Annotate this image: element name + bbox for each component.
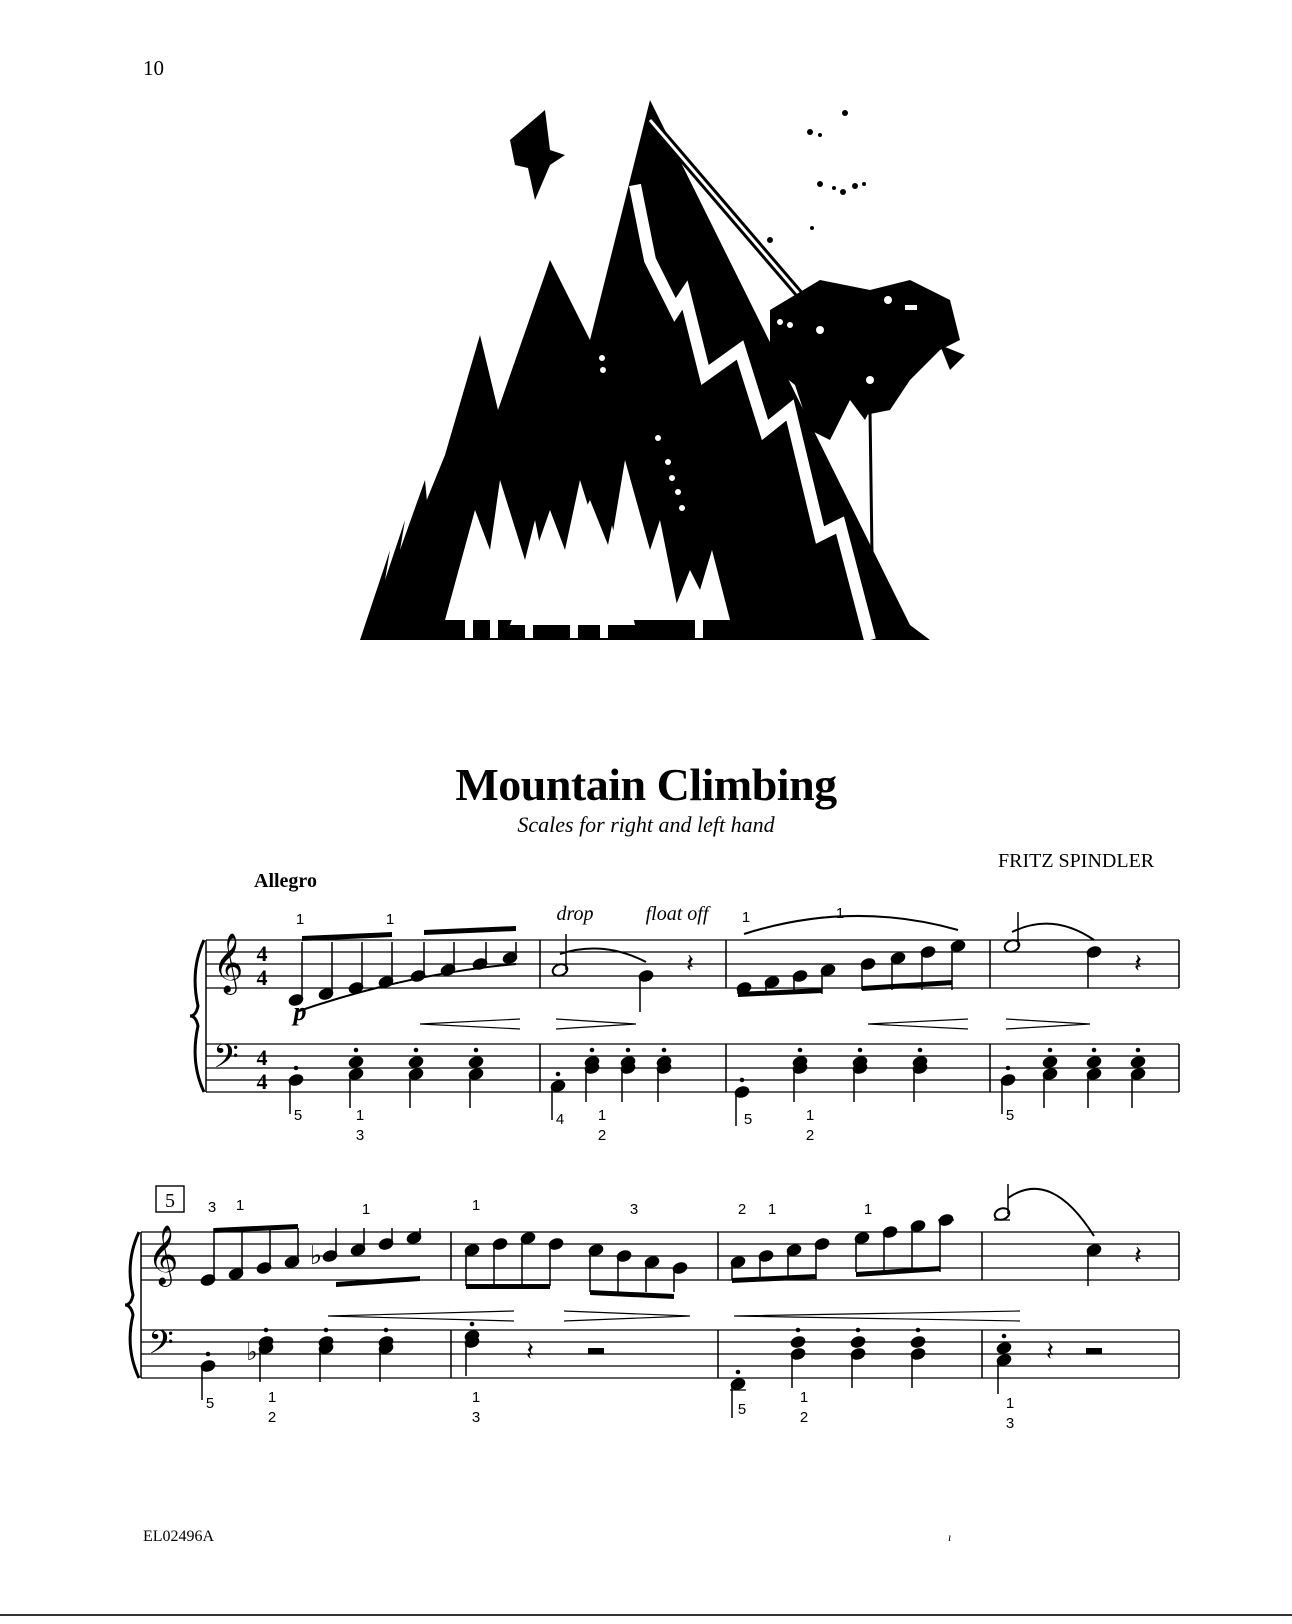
fingering: 4 <box>555 1111 565 1128</box>
fingering: 1 <box>385 911 395 928</box>
beam <box>336 1276 420 1287</box>
dynamic-piano: p <box>293 997 307 1026</box>
staccato-dot <box>556 1072 561 1077</box>
slur <box>560 949 646 962</box>
note-head <box>789 1334 807 1349</box>
treble-clef: 𝄞 <box>147 1227 179 1284</box>
treble-clef: 𝄞 <box>212 935 244 992</box>
staccato-dot <box>740 1078 745 1083</box>
footer-mark: ı <box>948 1530 952 1544</box>
staccato-dot <box>324 1328 329 1333</box>
expression-float-off: float off <box>645 903 709 925</box>
decrescendo-hairpin <box>556 1019 636 1029</box>
fingering: 5 <box>205 1395 215 1412</box>
staccato-dot <box>662 1048 667 1053</box>
staccato-dot <box>384 1328 389 1333</box>
slur <box>1008 1189 1094 1236</box>
fingering: 1 <box>597 1107 607 1124</box>
crescendo-hairpin <box>328 1311 514 1321</box>
fingering: 1 <box>1005 1395 1015 1412</box>
note-head <box>849 1334 867 1349</box>
note-head <box>909 1334 927 1349</box>
time-signature-bottom: 4 <box>256 1069 268 1094</box>
fingering: 1 <box>767 1201 777 1218</box>
beam <box>424 926 516 935</box>
staccato-dot <box>590 1048 595 1053</box>
staccato-dot <box>206 1352 211 1357</box>
fingering: 3 <box>207 1199 217 1216</box>
piece-subtitle: Scales for right and left hand <box>517 812 775 837</box>
staccato-dot <box>354 1048 359 1053</box>
tempo-marking: Allegro <box>254 870 317 892</box>
staccato-dot <box>736 1370 741 1375</box>
fingering: 5 <box>1005 1107 1015 1124</box>
fingering: 1 <box>471 1197 481 1214</box>
quarter-rest: 𝄽 <box>1046 1337 1054 1366</box>
fingering: 2 <box>597 1127 607 1144</box>
staccato-dot <box>856 1328 861 1333</box>
decrescendo-hairpin <box>1006 1019 1090 1029</box>
grand-staff-brace <box>190 940 204 1092</box>
fingering: 3 <box>1005 1415 1015 1432</box>
flat-accidental: ♭ <box>246 1340 258 1366</box>
bass-clef: 𝄢 <box>148 1324 174 1369</box>
staccato-dot <box>294 1066 299 1071</box>
crescendo-hairpin <box>734 1311 1020 1321</box>
beam <box>466 1284 550 1289</box>
staccato-dot <box>916 1328 921 1333</box>
staccato-dot <box>1136 1048 1141 1053</box>
fingering: 2 <box>737 1201 747 1218</box>
beam <box>862 980 952 991</box>
grand-staff-brace <box>125 1232 139 1378</box>
page-number: 10 <box>143 56 164 80</box>
fingering: 3 <box>471 1409 481 1426</box>
staccato-dot <box>264 1328 269 1333</box>
fingering: 1 <box>799 1389 809 1406</box>
fingering: 1 <box>295 911 305 928</box>
measure-number: 5 <box>165 1190 175 1212</box>
staccato-dot <box>474 1048 479 1053</box>
staccato-dot <box>1048 1048 1053 1053</box>
crescendo-hairpin <box>868 1019 968 1029</box>
time-signature-top: 4 <box>256 1045 268 1070</box>
half-rest <box>588 1348 604 1354</box>
quarter-rest: 𝄽 <box>686 949 694 978</box>
crescendo-hairpin <box>420 1019 520 1029</box>
staccato-dot <box>796 1328 801 1333</box>
half-rest <box>1086 1348 1102 1354</box>
expression-drop: drop <box>556 903 594 925</box>
fingering: 1 <box>805 1107 815 1124</box>
fingering: 1 <box>835 905 845 922</box>
staccato-dot <box>470 1322 475 1327</box>
fingering: 1 <box>267 1389 277 1406</box>
piece-title: Mountain Climbing <box>455 759 837 810</box>
fingering: 1 <box>355 1107 365 1124</box>
quarter-rest: 𝄽 <box>526 1337 534 1366</box>
bass-clef: 𝄢 <box>213 1038 239 1083</box>
footer-catalog-code: EL02496A <box>143 1528 215 1545</box>
fingering: 1 <box>361 1201 371 1218</box>
fingering: 2 <box>805 1127 815 1144</box>
fingering: 2 <box>267 1409 277 1426</box>
flat-accidental: ♭ <box>309 1241 323 1270</box>
staccato-dot <box>918 1048 923 1053</box>
time-signature-bottom: 4 <box>256 965 268 990</box>
fingering: 1 <box>863 1201 873 1218</box>
staccato-dot <box>626 1048 631 1053</box>
staccato-dot <box>1092 1048 1097 1053</box>
staccato-dot <box>798 1048 803 1053</box>
fingering: 5 <box>293 1107 303 1124</box>
staccato-dot <box>858 1048 863 1053</box>
quarter-rest: 𝄽 <box>1134 949 1142 978</box>
quarter-rest: 𝄽 <box>1134 1241 1142 1270</box>
fingering: 1 <box>471 1389 481 1406</box>
fingering: 3 <box>355 1127 365 1144</box>
fingering: 1 <box>741 909 751 926</box>
staccato-dot <box>1006 1066 1011 1071</box>
beam <box>732 1274 816 1283</box>
fingering: 5 <box>737 1401 747 1418</box>
beam <box>590 1290 674 1299</box>
fingering: 1 <box>235 1197 245 1214</box>
staccato-dot <box>1002 1334 1007 1339</box>
slur <box>1012 924 1094 940</box>
fingering: 2 <box>799 1409 809 1426</box>
fingering: 5 <box>743 1111 753 1128</box>
fingering: 3 <box>629 1201 639 1218</box>
composer-name: FRITZ SPINDLER <box>998 850 1155 872</box>
staccato-dot <box>414 1048 419 1053</box>
time-signature-top: 4 <box>256 941 268 966</box>
slur <box>744 916 958 934</box>
decrescendo-hairpin <box>564 1311 690 1321</box>
